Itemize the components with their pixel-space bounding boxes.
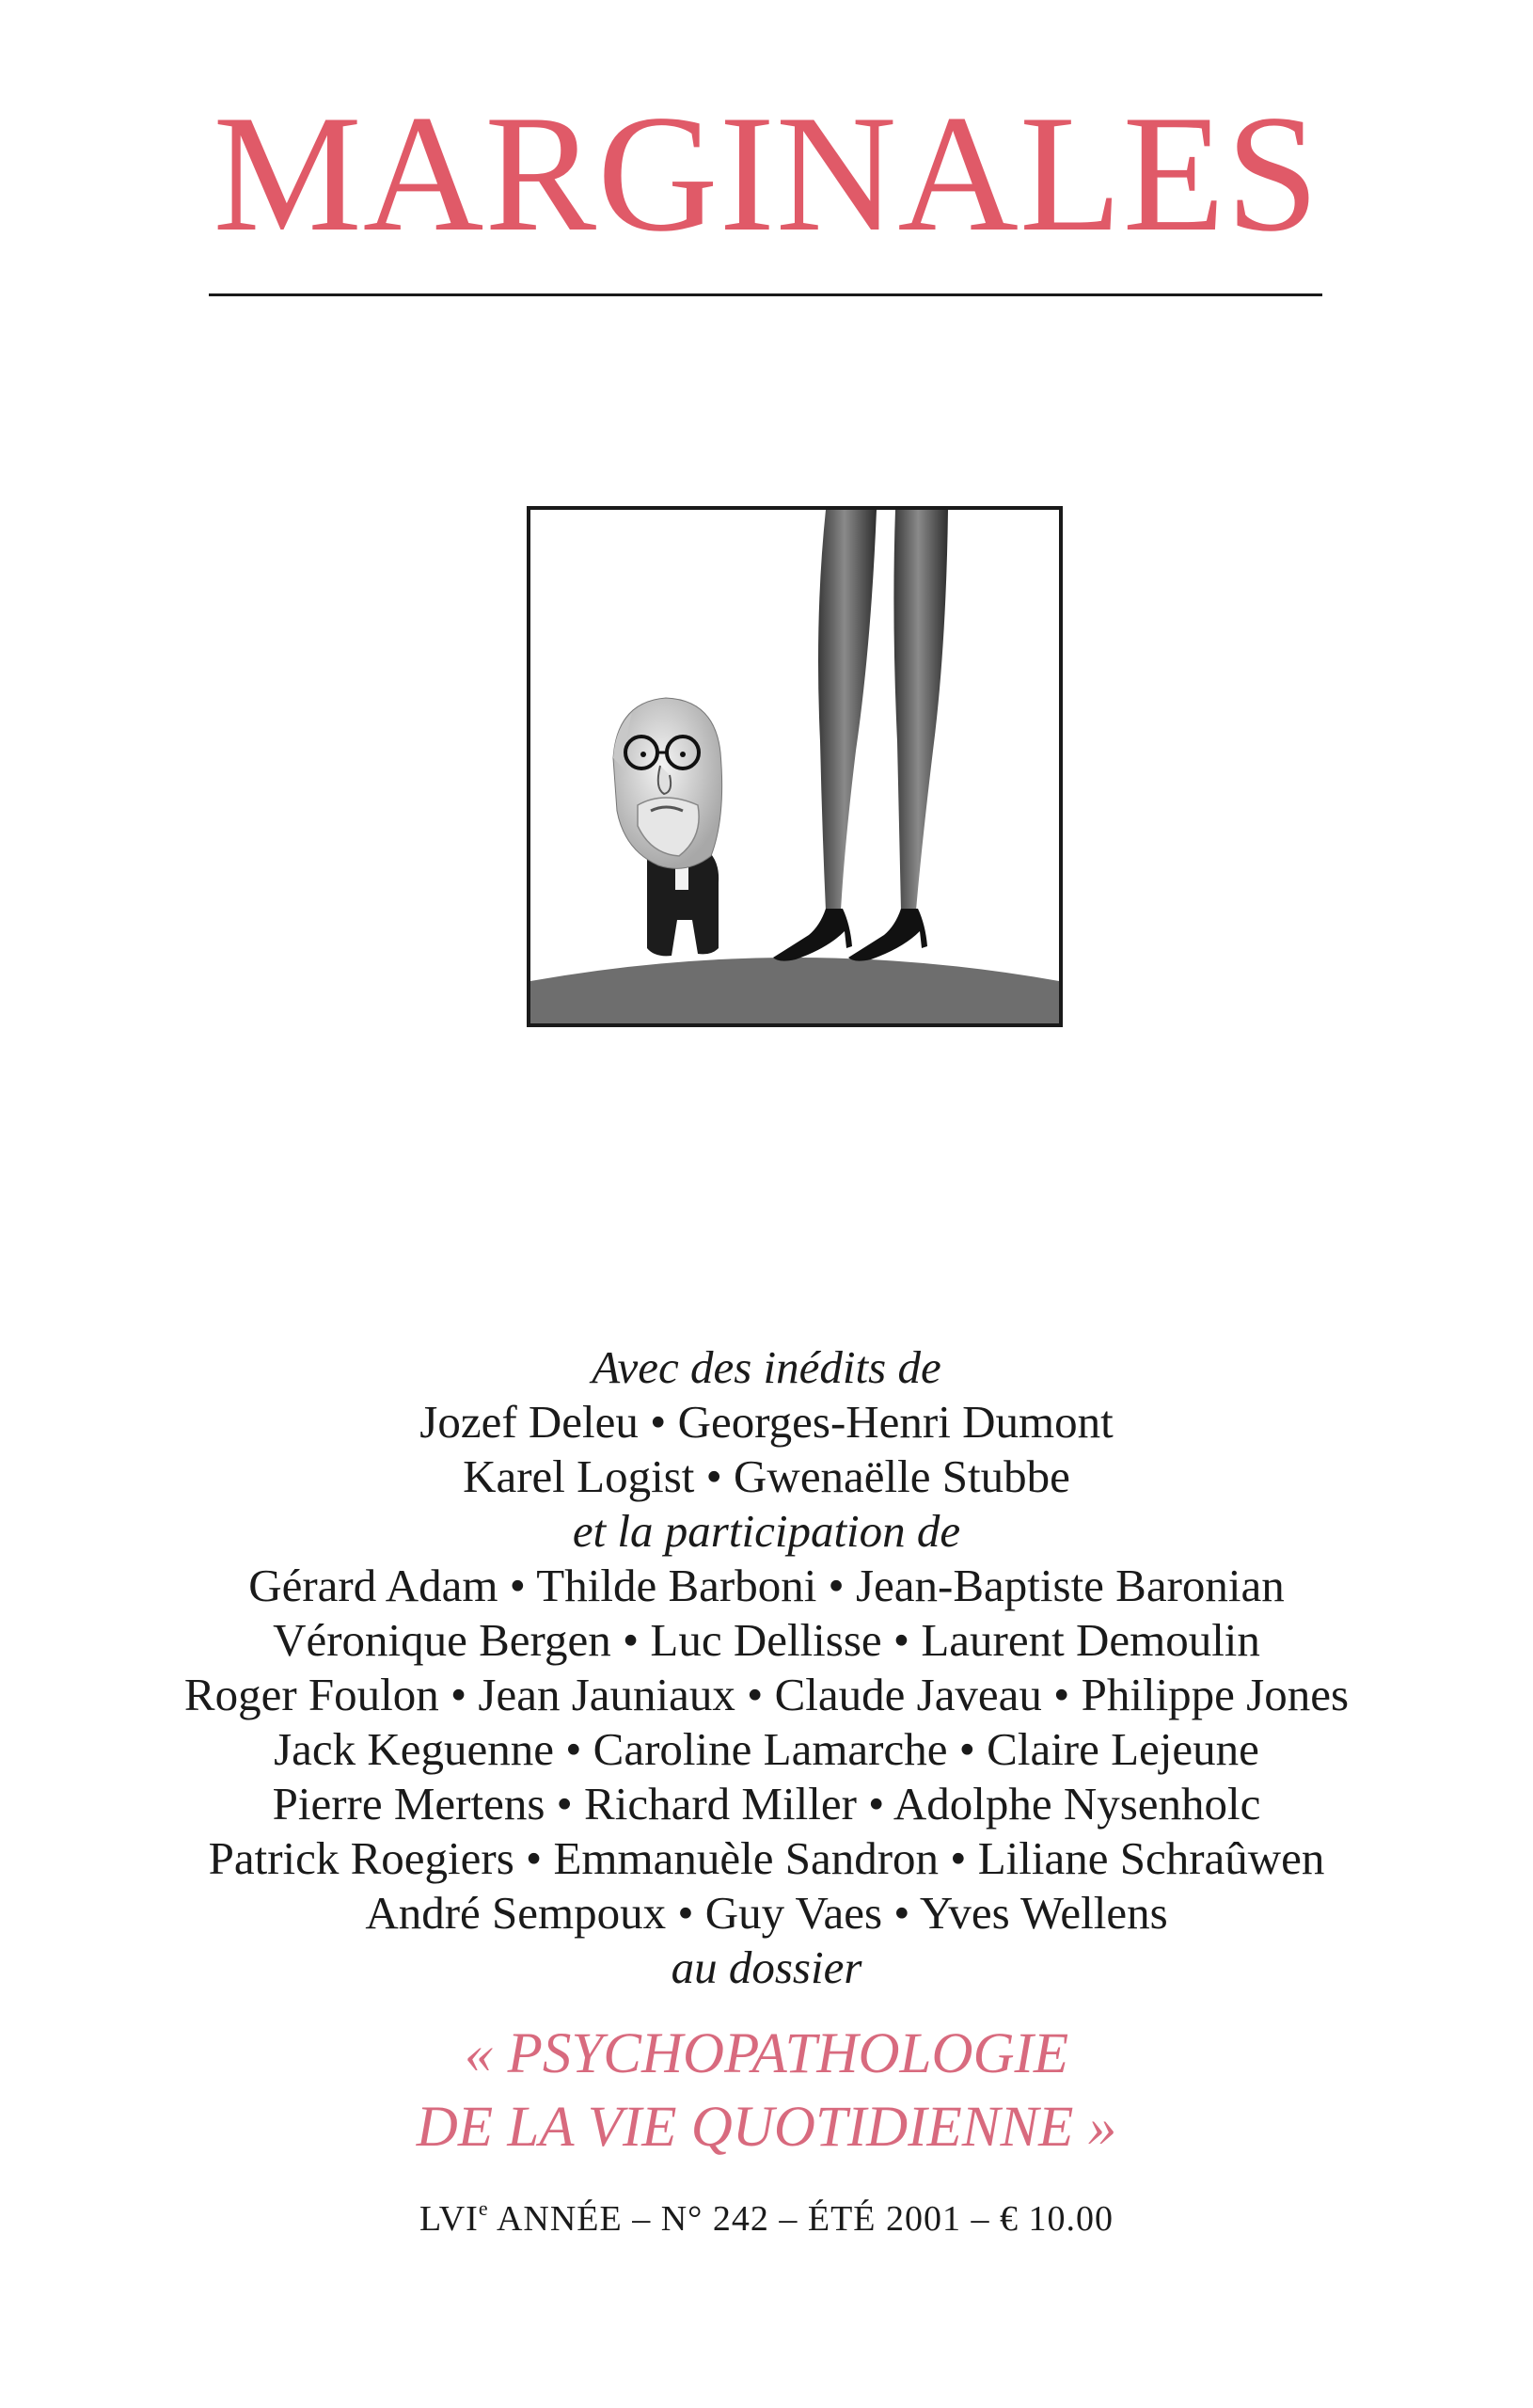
cover-illustration bbox=[527, 506, 1063, 1027]
title-rule bbox=[209, 293, 1322, 296]
contributors-block bbox=[0, 1340, 1533, 1995]
author-line: Karel Logist • Gwenaëlle Stubbe bbox=[463, 1450, 1070, 1502]
dossier-title bbox=[0, 2018, 1533, 2164]
author-line: Roger Foulon • Jean Jauniaux • Claude Javeau • Philippe Jones bbox=[183, 1669, 1350, 1720]
intro-unpublished: Avec des inédits de bbox=[592, 1341, 941, 1393]
intro-dossier: au dossier bbox=[671, 1941, 862, 1993]
author-line: Véronique Bergen • Luc Dellisse • Laurent Demoulin bbox=[273, 1614, 1260, 1666]
author-line: Patrick Roegiers • Emmanuèle Sandron • Liliane Schraûwen bbox=[208, 1832, 1325, 1884]
magazine-title: MARGINALES bbox=[213, 80, 1320, 266]
issue-year-roman: LVI bbox=[419, 2199, 479, 2239]
issue-details: ANNÉE – N° 242 – ÉTÉ 2001 – € 10.00 bbox=[488, 2199, 1114, 2239]
dossier-title-line: « PSYCHOPATHOLOGIE bbox=[464, 2022, 1069, 2085]
issue-info bbox=[0, 2196, 1533, 2240]
author-line: Jozef Deleu • Georges-Henri Dumont bbox=[419, 1396, 1114, 1448]
author-line: Jack Keguenne • Caroline Lamarche • Claire Lejeune bbox=[274, 1723, 1259, 1775]
intro-participation: et la participation de bbox=[572, 1505, 961, 1557]
dossier-title-line: DE LA VIE QUOTIDIENNE » bbox=[416, 2096, 1117, 2159]
author-line: André Sempoux • Guy Vaes • Yves Wellens bbox=[365, 1887, 1168, 1939]
issue-year-suffix: e bbox=[478, 2196, 489, 2220]
author-line: Pierre Mertens • Richard Miller • Adolphe Nysenholc bbox=[272, 1778, 1261, 1830]
author-line: Gérard Adam • Thilde Barboni • Jean-Baptiste Baronian bbox=[248, 1560, 1285, 1611]
